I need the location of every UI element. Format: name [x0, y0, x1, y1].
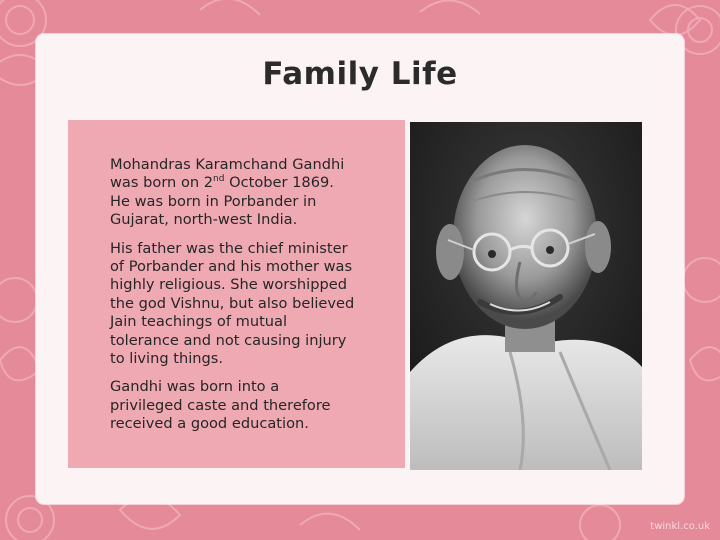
paragraph-birth [110, 156, 355, 230]
ordinal-suffix: nd [213, 174, 225, 185]
portrait-photo-icon [410, 122, 642, 470]
paragraph-education: Gandhi was born into a privileged caste and therefore received a good education. [110, 378, 331, 433]
paragraph-birth-part1: Mohandras Karamchand Gandhi was born on 2 [110, 156, 345, 192]
paragraph-birth-part2: October 1869. He was born in Porbander in Gujarat, north-west India. [110, 174, 334, 229]
page-title: Family Life [262, 56, 458, 92]
body-text [110, 156, 355, 444]
paragraph-parents: His father was the chief minister of Porbander and his mother was highly religious. She worshipped the god Vishnu, but also believed Jain teachings of mutual tolerance and not causing injury to living things. [110, 239, 355, 368]
watermark: twinkl.co.uk [650, 521, 710, 532]
portrait-photo [410, 122, 642, 470]
